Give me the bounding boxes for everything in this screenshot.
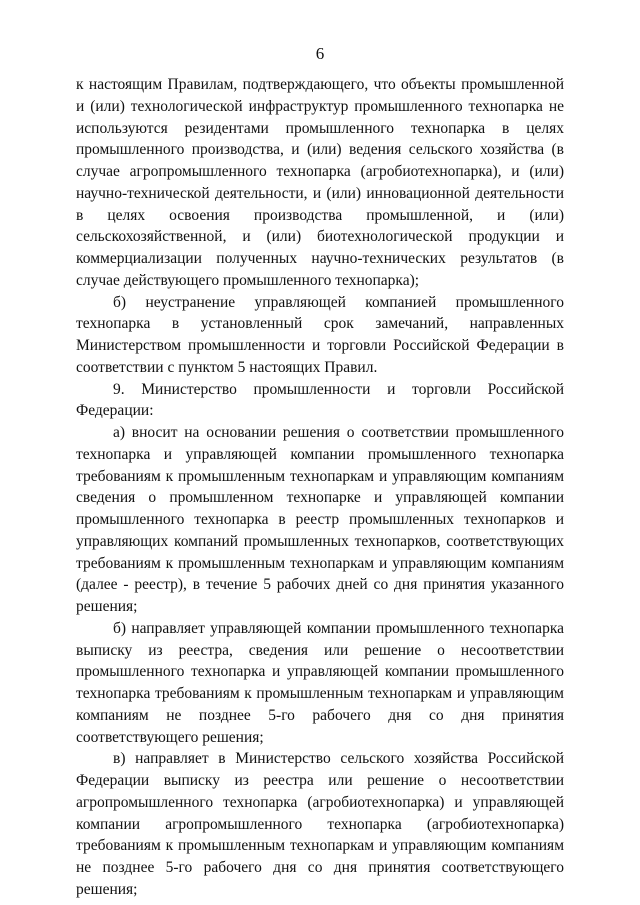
document-body <box>76 74 564 901</box>
page-number: 6 <box>315 44 325 63</box>
paragraph-item-b-extract: б) направляет управляющей компании промышленного технопарка выписку из реестра, сведения или решение о несоответствии промышленного технопарка и управляющей компании промышленного технопарка требованиям к промышленным технопаркам и управляющим компаниям не позднее 5-го рабочего дня со дня принятия соответствующего решения; <box>76 619 564 746</box>
paragraph-item-b-not-eliminated: б) неустранение управляющей компанией промышленного технопарка в установленный срок замечаний, направленных Министерством промышленности и торговли Российской Федерации в соответствии с пунктом 5 настоящих Правил. <box>76 293 564 376</box>
paragraph-item-v-agriculture: в) направляет в Министерство сельского хозяйства Российской Федерации выписку из реестра или решение о несоответствии агропромышленного технопарка (агробиотехнопарка) и управляющей компании агропромышленного технопарка (агробиотехнопарка) требованиям к промышленным технопаркам и управляющим компаниям не позднее 5-го рабочего дня со дня принятия соответствующего решения; <box>76 750 564 898</box>
paragraph-clause-9: 9. Министерство промышленности и торговли Российской Федерации: <box>76 380 564 420</box>
paragraph-item-a-registry: а) вносит на основании решения о соответствии промышленного технопарка и управляющей компании промышленного технопарка требованиям к промышленным технопаркам и управляющим компаниям сведения о промышленном технопарке и управляющей компании промышленного технопарка в реестр промышленных технопарков и управляющих компаний промышленных технопарков, соответствующих требованиям к промышленным технопаркам и управляющим компаниям (далее - реестр), в течение 5 рабочих дней со дня принятия указанного решения; <box>76 424 564 615</box>
paragraph-continuation: к настоящим Правилам, подтверждающего, что объекты промышленной и (или) технологической инфраструктур промышленного технопарка не используются резидентами промышленного технопарка в целях промышленного производства, и (или) ведения сельского хозяйства (в случае агропромышленного технопарка (агробиотехнопарка), и (или) научно-технической деятельности, и (или) инновационной деятельности в целях освоения производства промышленной, и (или) сельскохозяйственной, и (или) биотехнологической продукции и коммерциализации полученных научно-технических результатов (в случае действующего промышленного технопарка); <box>76 76 564 289</box>
